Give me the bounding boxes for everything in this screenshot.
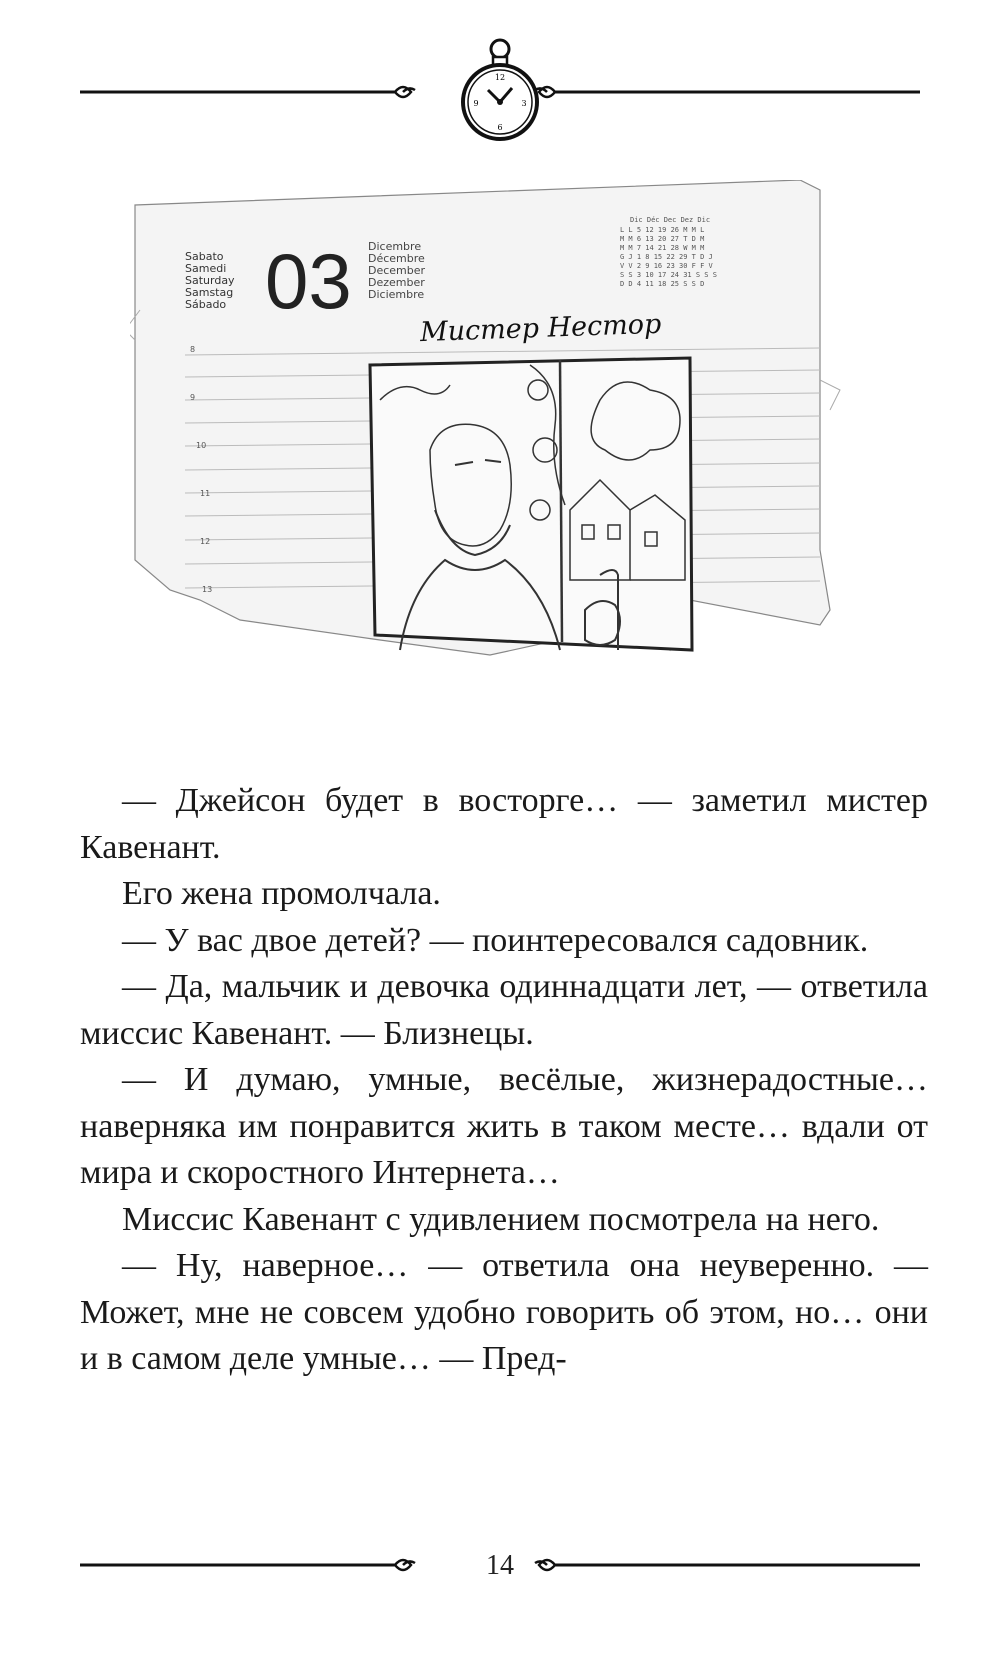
paragraph: — У вас двое детей? — поинтересовался садовник. bbox=[122, 921, 869, 959]
clock-3: 3 bbox=[521, 99, 527, 108]
calendar-day: 03 bbox=[265, 237, 352, 325]
hour-label: 11 bbox=[200, 489, 211, 498]
mini-calendar-row: G J 1 8 15 22 29 T D J bbox=[620, 253, 713, 261]
mini-calendar-row: S S 3 10 17 24 31 S S S bbox=[620, 271, 717, 279]
paragraph: — Ну, наверное… — ответила она неуверенно. — Может, мне не совсем удобно говорить об этом, но… они и в самом деле умные… — Пред- bbox=[80, 1247, 928, 1377]
mini-calendar-row: M M 6 13 20 27 T D M bbox=[620, 235, 705, 243]
page-number: 14 bbox=[0, 1550, 1000, 1582]
month-de: Dezember bbox=[368, 276, 425, 289]
pocket-watch-ornament bbox=[0, 30, 1000, 170]
paragraph: — Да, мальчик и девочка одиннадцати лет, — ответила миссис Кавенант. — Близнецы. bbox=[80, 968, 928, 1052]
paragraph: — И думаю, умные, весёлые, жизнерадостные… наверняка им понравится жить в таком месте… вдали от мира и скоростного Интернета… bbox=[80, 1061, 928, 1191]
weekday-es: Sábado bbox=[185, 298, 227, 311]
month-it: Dicembre bbox=[368, 240, 422, 253]
mini-calendar-row: M M 7 14 21 28 W M M bbox=[620, 244, 705, 252]
clock-6: 6 bbox=[497, 123, 503, 132]
hour-label: 12 bbox=[200, 537, 211, 546]
month-en: December bbox=[368, 264, 426, 277]
paragraph: Миссис Кавенант с удивлением посмотрела на него. bbox=[122, 1200, 880, 1238]
clock-9: 9 bbox=[473, 99, 479, 108]
month-fr: Décembre bbox=[368, 252, 425, 265]
mini-calendar-header: Dic Déc Dec Dez Dic bbox=[630, 216, 711, 224]
book-text bbox=[80, 778, 928, 1383]
hour-label: 13 bbox=[202, 585, 213, 594]
mini-calendar-row: V V 2 9 16 23 30 F F V bbox=[620, 262, 713, 270]
weekday-en: Saturday bbox=[185, 274, 235, 287]
hour-label: 10 bbox=[196, 441, 207, 450]
handwritten-title: Мистер Нестор bbox=[419, 308, 662, 349]
paragraph: Его жена промолчала. bbox=[122, 875, 441, 912]
weekday-de: Samstag bbox=[185, 286, 234, 299]
weekday-fr: Samedi bbox=[185, 262, 227, 275]
paragraph: — Джейсон будет в восторге… — заметил мистер Кавенант. bbox=[80, 782, 928, 866]
mini-calendar-row: L L 5 12 19 26 M M L bbox=[620, 226, 705, 234]
calendar-page-illustration bbox=[130, 180, 870, 740]
gardener-sketch bbox=[370, 358, 692, 650]
weekday-it: Sabato bbox=[185, 250, 224, 263]
month-es: Diciembre bbox=[368, 288, 425, 301]
hour-label: 9 bbox=[190, 393, 196, 402]
hour-label: 8 bbox=[190, 345, 196, 354]
clock-12: 12 bbox=[494, 73, 506, 82]
mini-calendar-row: D D 4 11 18 25 S S D bbox=[620, 280, 705, 288]
